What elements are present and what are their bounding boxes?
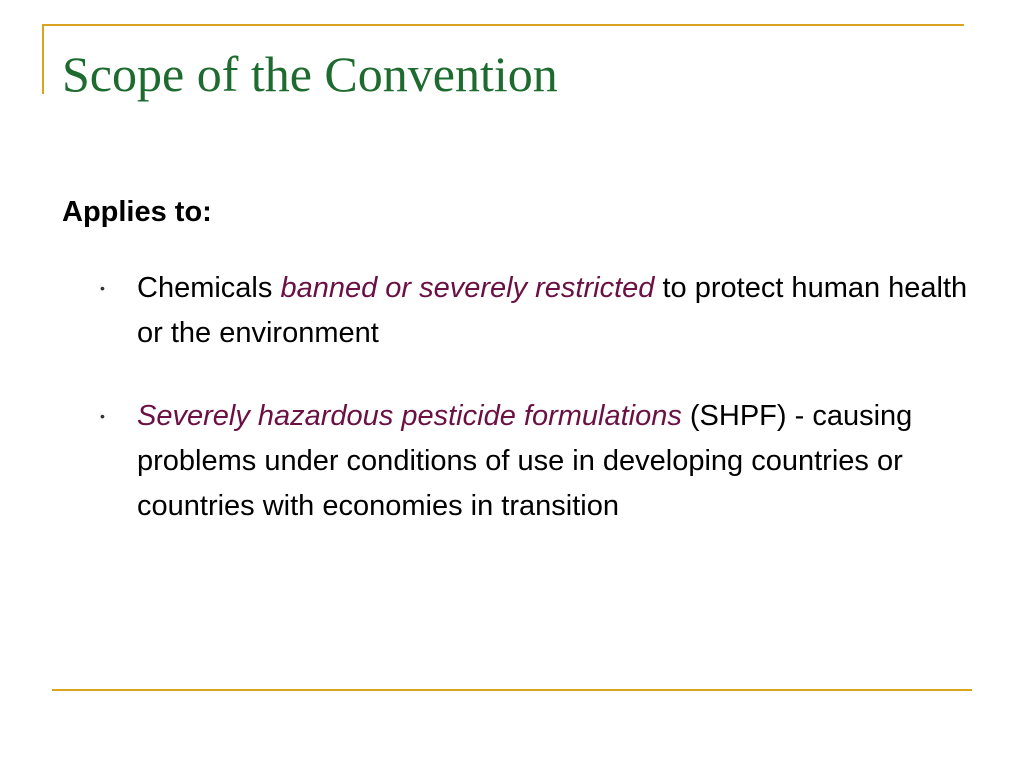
bullet-icon: •	[100, 280, 105, 296]
bullet-icon: •	[100, 408, 105, 424]
frame-bottom-rule	[52, 689, 972, 691]
bullet-list	[0, 266, 977, 529]
slide-title: Scope of the Convention	[62, 46, 558, 102]
frame-left-rule	[42, 24, 44, 94]
bullet-item-chemicals	[0, 266, 977, 356]
bullet-item-shpf	[0, 394, 977, 529]
frame-top-rule	[42, 24, 964, 26]
bullet-text-before: Chemicals	[137, 272, 281, 304]
bullet-text-after: to protect human health or the environment	[137, 272, 968, 349]
bullet-text-after: (SHPF) - causing problems under conditions of use in developing countries or countries with economies in transition	[137, 400, 913, 522]
bullet-text-emphasis: Severely hazardous pesticide formulations	[137, 400, 682, 432]
intro-heading: Applies to:	[62, 196, 212, 228]
bullet-text-emphasis: banned or severely restricted	[280, 272, 655, 304]
